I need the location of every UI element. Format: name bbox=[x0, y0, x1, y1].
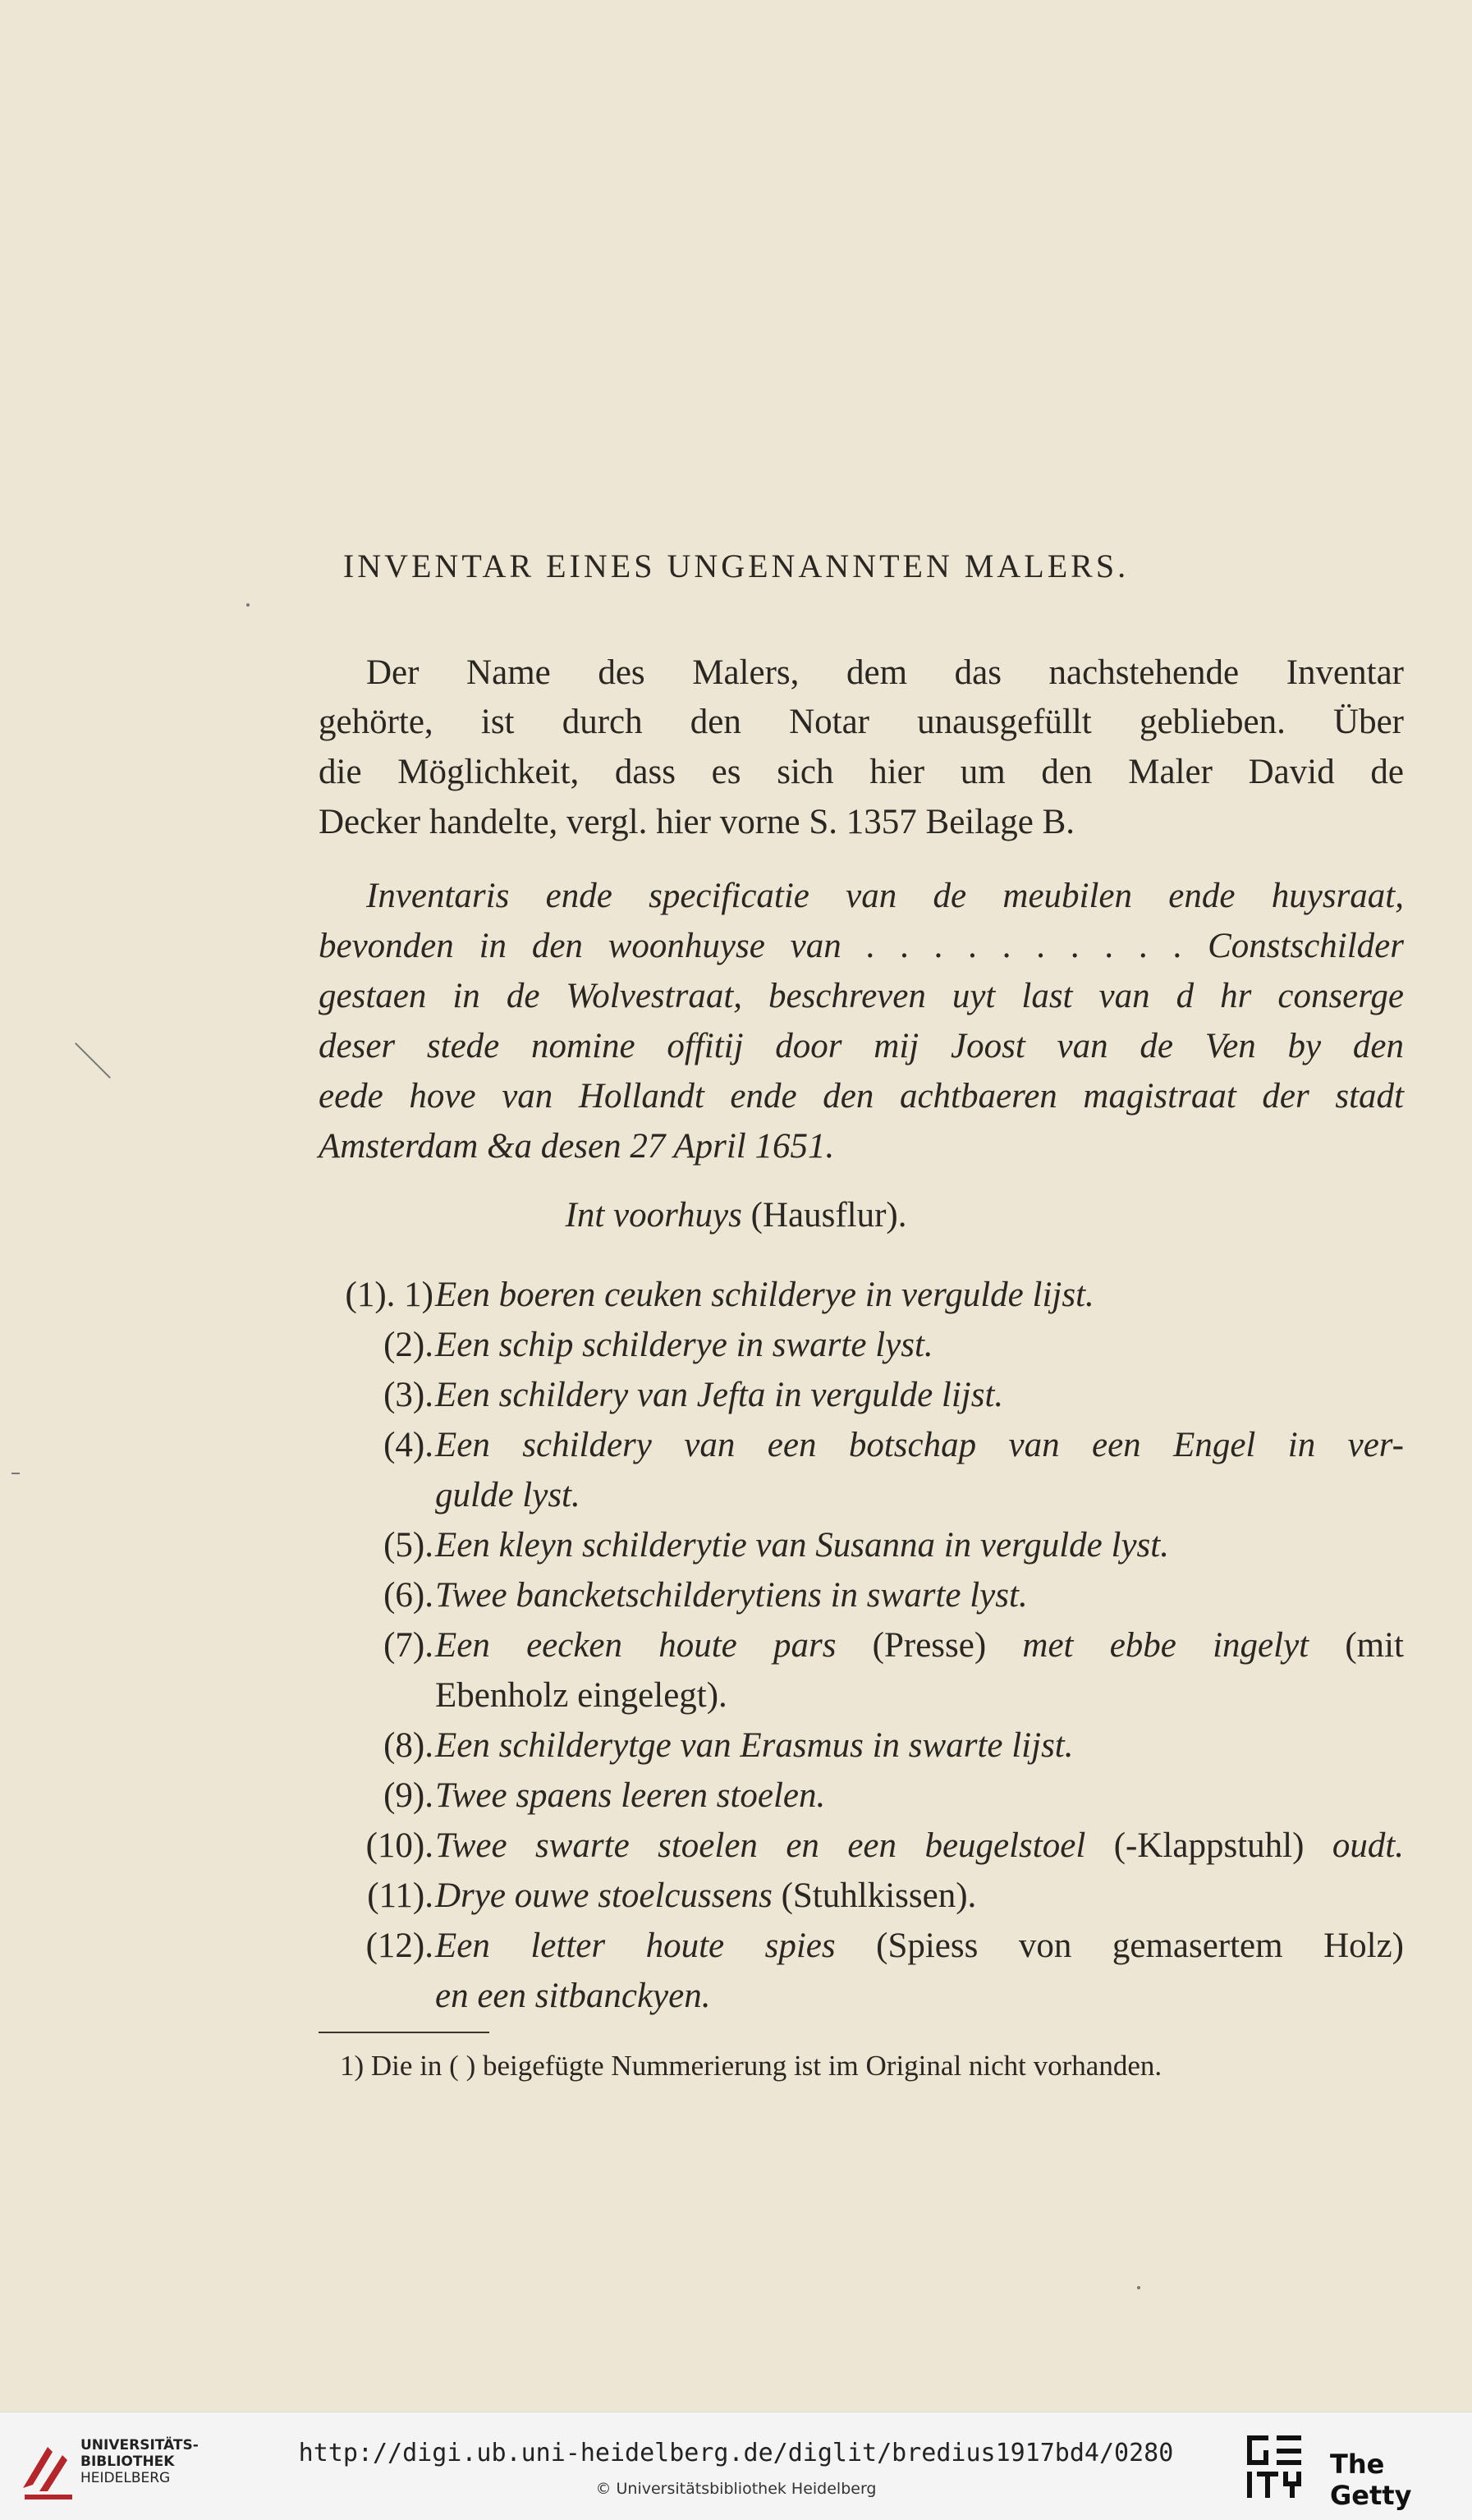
item-text: Een boeren ceuken schilderye in vergulde lijst. bbox=[435, 1276, 1094, 1314]
page-heading: INVENTAR EINES UNGENANNTEN MALERS. bbox=[342, 548, 1130, 584]
library-name: UNIVERSITÄTS- BIBLIOTHEK HEIDELBERG bbox=[80, 2437, 199, 2486]
item-number: (1). 1) bbox=[345, 1276, 433, 1314]
item-number: (3). bbox=[383, 1376, 433, 1414]
intro-line-2: gehörte, ist durch den Notar unausgefüllt geblieben. Über bbox=[319, 703, 1404, 741]
subhead-gloss: (Hausflur). bbox=[750, 1196, 907, 1235]
item-continuation: en een sitbanckyen. bbox=[435, 1977, 711, 2015]
item-text: Een schildery van Jefta in vergulde lijst. bbox=[435, 1376, 1004, 1414]
item-text: Een letter houte spies (Spiess von gemasertem Holz) bbox=[435, 1927, 1404, 1965]
record-line-4: deser stede nomine offitij door mij Joost van de Ven by den bbox=[319, 1027, 1404, 1065]
item-text: Twee spaens leeren stoelen. bbox=[435, 1776, 826, 1815]
item-text: Een kleyn schilderytie van Susanna in vergulde lyst. bbox=[435, 1526, 1169, 1565]
scan-mark bbox=[75, 1042, 111, 1079]
item-number: (4). bbox=[383, 1426, 433, 1464]
item-number: (6). bbox=[383, 1576, 433, 1615]
viewer-footer bbox=[0, 2412, 1472, 2520]
footnote-divider bbox=[319, 2032, 489, 2033]
footnote: 1) Die in ( ) beigefügte Nummerierung ist im Original nicht vorhanden. bbox=[340, 2050, 1162, 2082]
record-line-5: eede hove van Hollandt ende den achtbaeren magistraat der stadt bbox=[319, 1077, 1404, 1116]
item-number: (11). bbox=[367, 1876, 433, 1915]
item-text: Een schilderytge van Erasmus in swarte lijst. bbox=[435, 1726, 1074, 1765]
permalink-url[interactable]: http://digi.ub.uni-heidelberg.de/diglit/bredius1917bd4/0280 bbox=[298, 2439, 1174, 2467]
item-continuation: gulde lyst. bbox=[435, 1476, 580, 1514]
item-text: Een schildery van een botschap van een Engel in ver- bbox=[435, 1426, 1404, 1464]
section-subhead bbox=[0, 1195, 1472, 1235]
subhead-text: Int voorhuys bbox=[565, 1196, 742, 1235]
scan-speck bbox=[1137, 2286, 1140, 2289]
item-text: Drye ouwe stoelcussens (Stuhlkissen). bbox=[435, 1876, 977, 1915]
item-text: Twee swarte stoelen en een beugelstoel (-Klappstuhl) oudt. bbox=[435, 1826, 1405, 1865]
item-text: Twee bancketschilderytiens in swarte lyst. bbox=[435, 1576, 1028, 1615]
intro-line-3: die Möglichkeit, dass es sich hier um den Maler David de bbox=[319, 753, 1404, 791]
getty-logo-icon[interactable] bbox=[1244, 2432, 1306, 2501]
item-text: Een schip schilderye in swarte lyst. bbox=[435, 1326, 933, 1364]
item-number: (7). bbox=[383, 1626, 433, 1665]
partner-name: The Getty bbox=[1330, 2449, 1412, 2511]
intro-line-4: Decker handelte, vergl. hier vorne S. 1357 Beilage B. bbox=[319, 803, 1075, 841]
item-number: (10). bbox=[365, 1826, 433, 1865]
scan-speck bbox=[246, 603, 250, 607]
record-line-6: Amsterdam &a desen 27 April 1651. bbox=[319, 1127, 835, 1166]
copyright-text: © Universitätsbibliothek Heidelberg bbox=[595, 2480, 877, 2498]
intro-line-1: Der Name des Malers, dem das nachstehende Inventar bbox=[366, 653, 1404, 692]
item-number: (12). bbox=[365, 1927, 433, 1965]
item-text: Een eecken houte pars (Presse) met ebbe ingelyt (mit bbox=[435, 1626, 1404, 1665]
item-number: (5). bbox=[383, 1526, 433, 1565]
record-line-1: Inventaris ende specificatie van de meubilen ende huysraat, bbox=[366, 877, 1404, 915]
record-line-3: gestaen in de Wolvestraat, beschreven uyt last van d hr conserge bbox=[319, 977, 1404, 1015]
scan-speck bbox=[11, 1473, 20, 1474]
record-line-2: bevonden in den woonhuyse van . . . . . . . . . . Constschilder bbox=[319, 927, 1404, 965]
item-continuation: Ebenholz eingelegt). bbox=[435, 1676, 727, 1715]
item-number: (2). bbox=[383, 1326, 433, 1364]
item-number: (9). bbox=[383, 1776, 433, 1815]
item-number: (8). bbox=[383, 1726, 433, 1765]
